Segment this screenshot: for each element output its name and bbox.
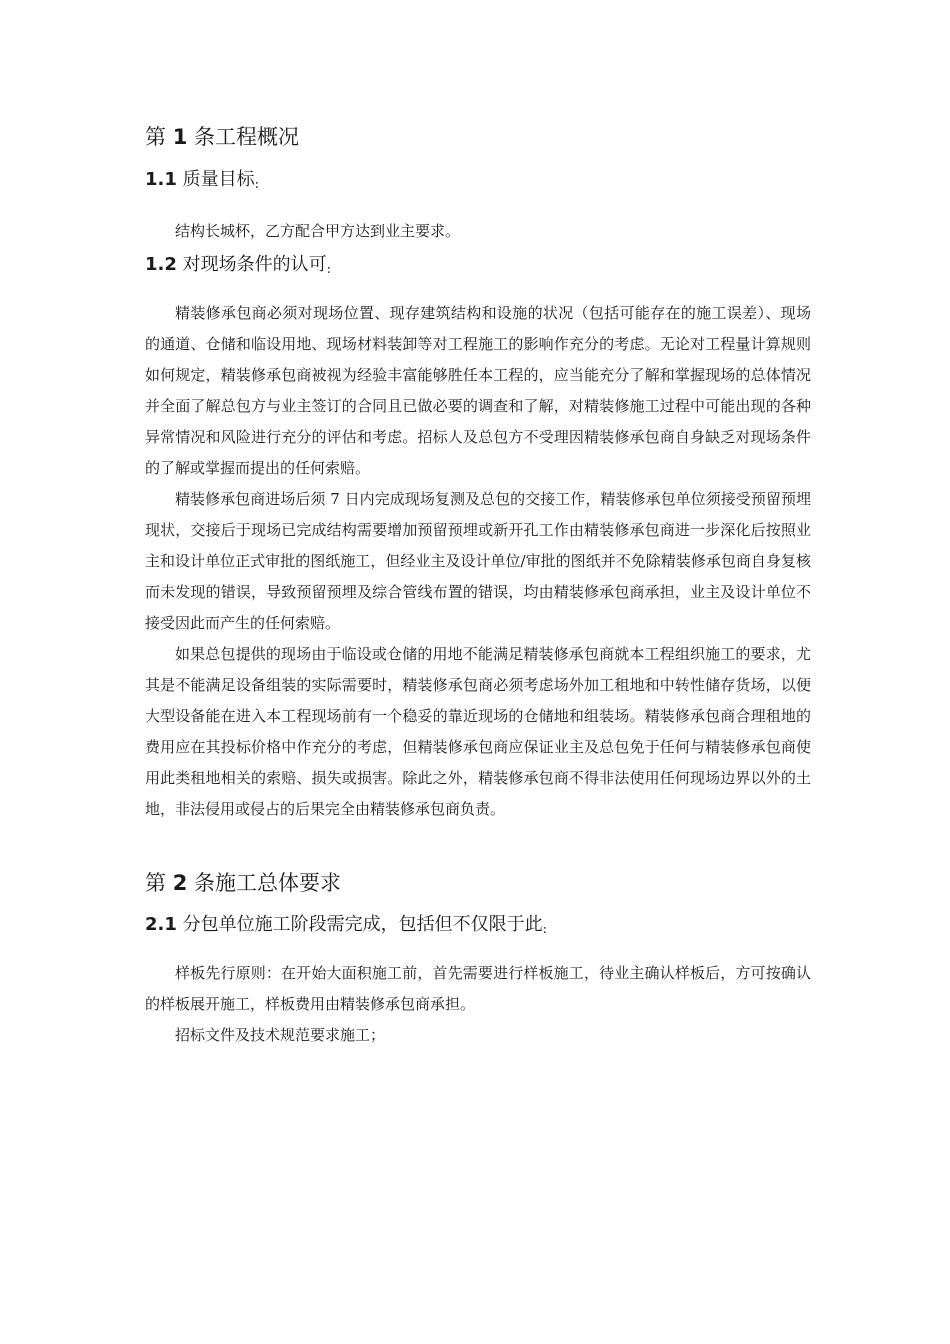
sample-first-paragraph: 样板先行原则：在开始大面积施工前，首先需要进行样板施工，待业主确认样板后，方可按确认的样板展开施工，样板费用由精装修承包商承担。 <box>145 964 811 1013</box>
tender-spec-paragraph: 招标文件及技术规范要求施工； <box>175 1026 386 1044</box>
section-1-heading: 第 1 条工程概况 <box>145 125 299 149</box>
section-2-heading: 第 2 条施工总体要求 <box>145 871 341 895</box>
site-conditions-paragraph-2: 精装修承包商进场后须 7 日内完成现场复测及总包的交接工作，精装修承包单位须接受预留预埋现状，交接后于现场已完成结构需要增加预留预埋或新开孔工作由精装修承包商进一步深化后按照业主和设计单位正式审批的图纸施工，但经业主及设计单位/审批的图纸并不免除精装修承包商自身复核而未发现的错误，导致预留预埋及综合管线布置的错误，均由精装修承包商承担，业主及设计单位不接受因此而产生的任何索赔。 <box>145 490 811 632</box>
document-page <box>145 118 811 1051</box>
subsection-1-2-heading: 1.2 对现场条件的认可: <box>145 254 332 277</box>
subsection-1-1-heading: 1.1 质量目标: <box>145 169 260 192</box>
site-conditions-paragraph-1: 精装修承包商必须对现场位置、现存建筑结构和设施的状况（包括可能存在的施工误差）、现场的通道、仓储和临设用地、现场材料装卸等对工程施工的影响作充分的考虑。无论对工程量计算规则如何规定，精装修承包商被视为经验丰富能够胜任本工程的，应当能充分了解和掌握现场的总体情况并全面了解总包方与业主签订的合同且已做必要的调查和了解，对精装修施工过程中可能出现的各种异常情况和风险进行充分的评估和考虑。招标人及总包方不受理因精装修承包商自身缺乏对现场条件的了解或掌握而提出的任何索赔。 <box>145 304 811 477</box>
quality-target-text: 结构长城杯，乙方配合甲方达到业主要求。 <box>175 222 461 240</box>
site-conditions-paragraph-3: 如果总包提供的现场由于临设或仓储的用地不能满足精装修承包商就本工程组织施工的要求，尤其是不能满足设备组装的实际需要时，精装修承包商必须考虑场外加工租地和中转性储存货场，以便大型设备能在进入本工程现场前有一个稳妥的靠近现场的仓储地和组装场。精装修承包商合理租地的费用应在其投标价格中作充分的考虑，但精装修承包商应保证业主及总包免于任何与精装修承包商使用此类租地相关的索赔、损失或损害。除此之外，精装修承包商不得非法使用任何现场边界以外的土地，非法侵用或侵占的后果完全由精装修承包商负责。 <box>145 645 811 818</box>
subsection-2-1-heading: 2.1 分包单位施工阶段需完成，包括但不仅限于此: <box>145 914 548 937</box>
